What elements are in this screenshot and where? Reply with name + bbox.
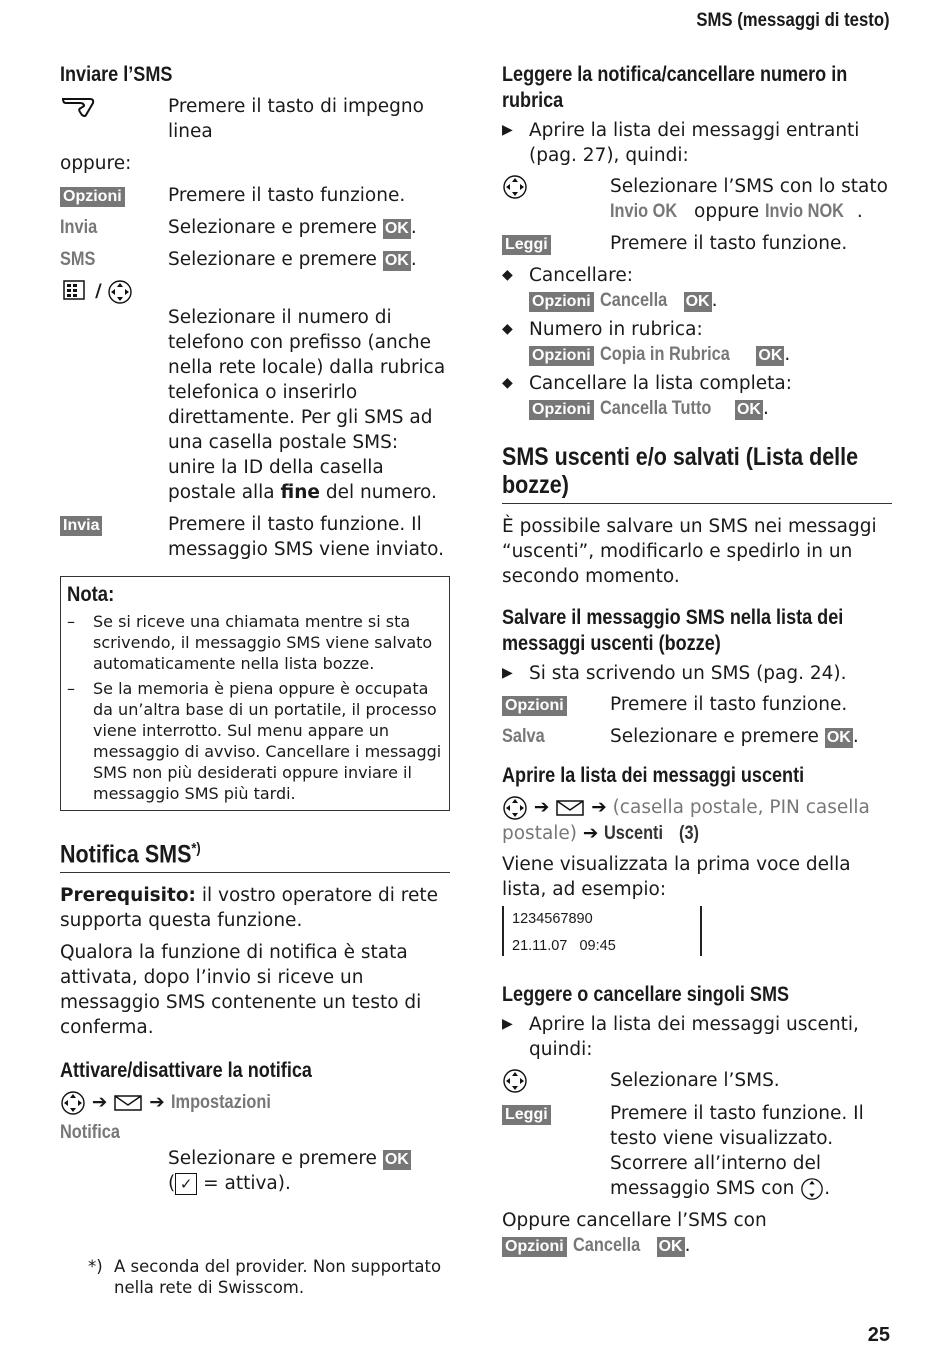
single-leggi-row: Leggi Premere il tasto funzione. Il testo viene visualizzato. Scorrere all’interno del messaggio SMS con . bbox=[502, 1101, 892, 1201]
display-number: 1234567890 bbox=[512, 911, 593, 927]
read-leggi-row: Leggi Premere il tasto funzione. bbox=[502, 231, 892, 256]
menu-item-uscenti: Uscenti bbox=[604, 823, 664, 844]
display-datetime: 21.11.07 09:45 bbox=[512, 938, 616, 954]
page-header: SMS (messaggi di testo) bbox=[696, 10, 890, 31]
left-column bbox=[60, 62, 450, 1297]
nav-key-icon bbox=[502, 1068, 528, 1094]
arrow-icon: ➔ bbox=[91, 1092, 108, 1114]
section-title-read: Leggere la notifica/cancellare numero in rubrica bbox=[502, 63, 848, 112]
softkey-leggi: Leggi bbox=[502, 235, 551, 255]
ok-key: OK bbox=[384, 220, 409, 237]
call-key-desc: Premere il tasto di impegno linea bbox=[168, 96, 424, 142]
diamond-icon: ◆ bbox=[502, 321, 513, 337]
send-row-invia: Invia Selezionare e premere OK . bbox=[60, 217, 417, 238]
note-box bbox=[60, 576, 450, 811]
menu-item-invia: Invia bbox=[60, 217, 98, 238]
diamond-icon: ◆ bbox=[502, 375, 513, 391]
send-row-sms: SMS Selezionare e premere OK . bbox=[60, 249, 417, 270]
number-desc-row bbox=[60, 305, 450, 505]
nav-key-icon bbox=[502, 795, 528, 821]
prereq-text: Prerequisito: il vostro operatore di rete supporta questa funzione. bbox=[60, 885, 438, 932]
triangle-icon: ▶ bbox=[502, 1016, 513, 1032]
arrow-icon: ➔ bbox=[533, 797, 550, 818]
diamond-icon: ◆ bbox=[502, 267, 513, 283]
note-item: – Se si riceve una chiamata mentre si sta scrivendo, il messaggio SMS viene salvato automaticamente nella lista bozze. bbox=[67, 612, 433, 673]
nav-key-icon bbox=[107, 279, 133, 305]
save-row-salva: Salva Selezionare e premere OK . bbox=[502, 726, 859, 747]
step-item: ▶ Si sta scrivendo un SMS (pag. 24). bbox=[502, 663, 847, 684]
checkbox-icon: ✓ bbox=[175, 1173, 197, 1195]
menu-item-sms: SMS bbox=[60, 249, 96, 270]
keypad-nav-icons: / bbox=[60, 279, 450, 305]
nav-key-icon bbox=[502, 174, 528, 200]
triangle-icon: ▶ bbox=[502, 122, 513, 138]
subsection-title-notify: Attivare/disattivare la notifica bbox=[60, 1059, 312, 1083]
single-nav-row: Selezionare l’SMS. bbox=[502, 1068, 892, 1094]
softkey-invia: Invia bbox=[60, 516, 102, 536]
display-screen bbox=[502, 906, 702, 956]
page-number: 25 bbox=[867, 1324, 890, 1346]
call-key-icon bbox=[60, 94, 168, 144]
outbox-heading bbox=[502, 443, 892, 504]
save-row-opzioni: Opzioni Premere il tasto funzione. bbox=[502, 692, 892, 717]
note-item: – Se la memoria è piena oppure è occupata da un’altra base di un portatile, il processo viene interrotto. Sul menu appare un messaggio di avviso. Cancellare i messaggi SMS non più desiderati oppure inviare il messaggio SMS più tardi. bbox=[67, 679, 442, 803]
keypad-icon bbox=[60, 279, 90, 305]
envelope-icon bbox=[555, 798, 585, 818]
notify-para: Qualora la funzione di notifica è stata attivata, dopo l’invio si riceve un messaggio SMS contenente un testo di conferma. bbox=[60, 942, 422, 1039]
open-path: ➔ ➔ (casella postale, PIN casella postale) ➔ Uscenti (3) bbox=[502, 797, 870, 844]
subsection-title-single: Leggere o cancellare singoli SMS bbox=[502, 983, 790, 1006]
menu-item-salva: Salva bbox=[502, 726, 545, 747]
softkey-leggi: Leggi bbox=[502, 1105, 551, 1125]
open-desc: Viene visualizzata la prima voce della lista, ad esempio: bbox=[502, 854, 851, 900]
oppure-text: oppure: bbox=[60, 153, 132, 174]
softkey-opzioni: Opzioni bbox=[60, 187, 125, 207]
arrow-icon: ➔ bbox=[591, 797, 607, 818]
section-title-outbox: SMS uscenti e/o salvati (Lista delle bozze) bbox=[502, 443, 859, 499]
notifica-desc-row: Selezionare e premere OK ( ✓ = attiva). bbox=[168, 1148, 409, 1195]
ok-key: OK bbox=[384, 252, 409, 269]
subsection-title-save: Salvare il messaggio SMS nella lista dei messaggi uscenti (bozze) bbox=[502, 606, 844, 655]
right-column bbox=[502, 62, 892, 1258]
send-row-final: Invia Premere il tasto funzione. Il messaggio SMS viene inviato. bbox=[60, 512, 450, 562]
arrow-icon: ➔ bbox=[582, 823, 599, 844]
section-title-send: Inviare l’SMS bbox=[60, 63, 173, 86]
softkey-opzioni: Opzioni bbox=[502, 696, 567, 716]
step-item: ▶ Aprire la lista dei messaggi uscenti, quindi: bbox=[502, 1014, 859, 1060]
subsection-title-open: Aprire la lista dei messaggi uscenti bbox=[502, 764, 805, 787]
footnote: *) A seconda del provider. Non supportato nella rete di Swisscom. bbox=[88, 1257, 442, 1297]
nav-key-icon bbox=[60, 1090, 86, 1116]
notifica-row bbox=[60, 1122, 450, 1144]
option-item: ◆ Cancellare la lista completa: Opzioni Cancella Tutto OK . bbox=[502, 373, 792, 419]
delete-text: Oppure cancellare l’SMS con bbox=[502, 1210, 767, 1231]
step-item: ▶ Aprire la lista dei messaggi entranti (pag. 27), quindi: bbox=[502, 120, 860, 166]
send-row-opzioni: Opzioni Premere il tasto funzione. bbox=[60, 183, 450, 208]
number-desc: Selezionare il numero di telefono con prefisso (anche nella rete locale) dalla rubrica telefonica o inserirlo direttamente. Per gli SMS ad una casella postale SMS: unire la ID della casella postale alla fine del numero. bbox=[168, 307, 446, 503]
option-item: ◆ Cancellare: Opzioni Cancella OK . bbox=[502, 265, 718, 311]
notify-path bbox=[60, 1090, 450, 1116]
outbox-para: È possibile salvare un SMS nei messaggi “uscenti”, modificarlo e spedirlo in un secondo momento. bbox=[502, 516, 877, 587]
envelope-icon bbox=[113, 1093, 143, 1113]
delete-path: Opzioni Cancella OK . bbox=[502, 1233, 892, 1258]
arrow-icon: ➔ bbox=[149, 1092, 165, 1114]
option-item: ◆ Numero in rubrica: Opzioni Copia in Rubrica OK . bbox=[502, 319, 791, 365]
nav-key-icon bbox=[800, 1177, 824, 1201]
call-key-row bbox=[60, 94, 450, 144]
section-title-notify: Notifica SMS*) bbox=[60, 840, 201, 869]
ok-key: OK bbox=[384, 1151, 409, 1169]
notify-heading bbox=[60, 835, 450, 873]
triangle-icon: ▶ bbox=[502, 665, 513, 681]
menu-item-notifica: Notifica bbox=[60, 1122, 120, 1144]
read-nav-row: Selezionare l’SMS con lo stato Invio OK oppure Invio NOK . bbox=[502, 174, 892, 224]
ok-key: OK bbox=[826, 729, 851, 746]
note-title: Nota: bbox=[67, 583, 115, 606]
menu-item-impostazioni: Impostazioni bbox=[170, 1092, 271, 1114]
